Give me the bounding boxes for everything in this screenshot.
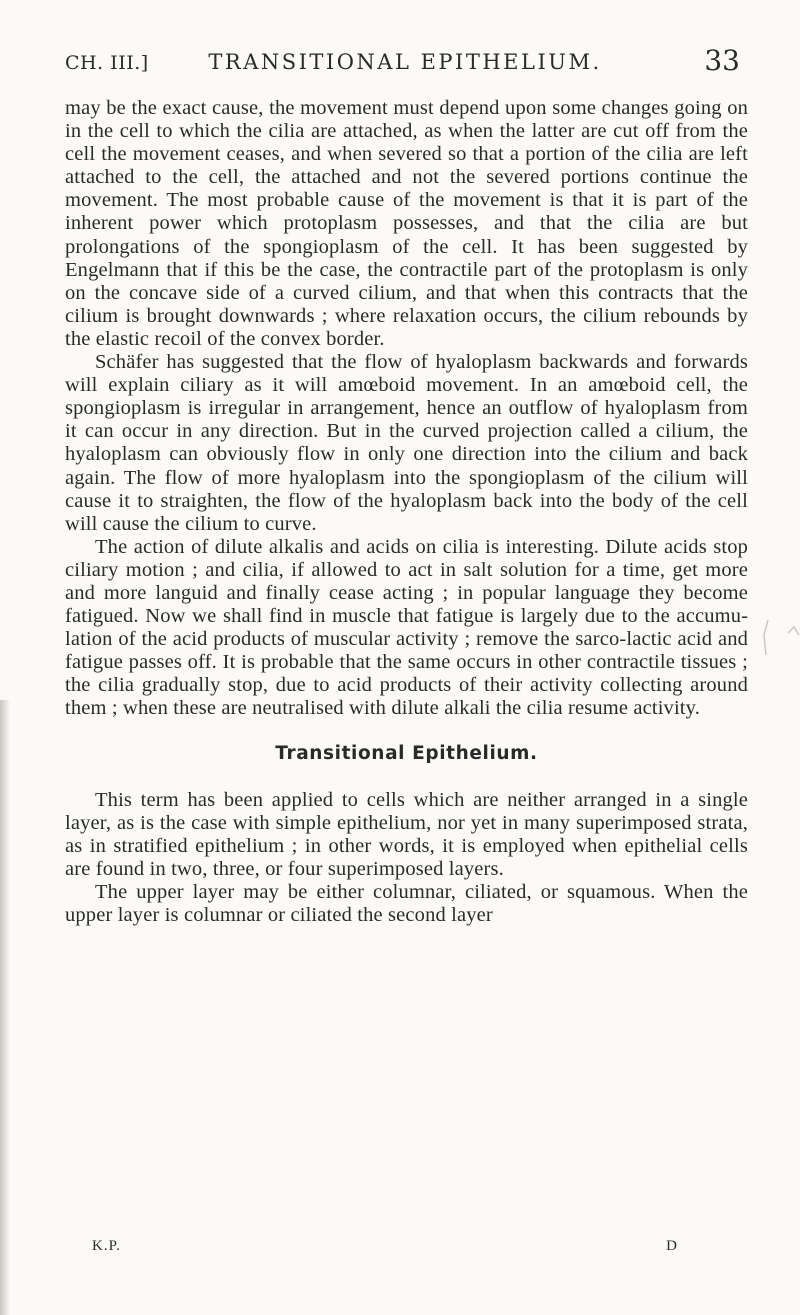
signature-mark: D	[666, 1238, 678, 1254]
paragraph-schafer-hyaloplasm: Schäfer has suggested that the flow of hyaloplasm backwards and forwards will explain ciliary as it will amœboid movement. In an amœboid cell, the spongioplasm is irregular in arrangement, hence an outflow of hyaloplasm from it can occur in any direction. But in the curved projection called a cilium, the hyaloplasm can obviously flow in only one direction into the cilium and back again. The flow of more hyaloplasm into the spongioplasm of the cilium will cause it to straighten, the flow of the hyaloplasm back into the body of the cell will cause the cilium to curve.	[65, 351, 748, 535]
signature-line	[92, 1238, 678, 1258]
signature-initials: K.P.	[92, 1238, 122, 1254]
paragraph-transitional-definition: This term has been applied to cells which are neither arranged in a single layer, as is the case with simple epithelium, nor yet in many superimposed strata, as in stratified epithelium ; in other words, it is employed when epithelial cells are found in two, three, or four superimposed layers.	[65, 788, 748, 880]
body-text	[65, 97, 748, 927]
paragraph-upper-layer: The upper layer may be either columnar, ciliated, or squamous. When the upper layer is columnar or ciliated the second layer	[65, 881, 748, 927]
running-title: TRANSITIONAL EPITHELIUM.	[208, 50, 602, 74]
paragraph-cilia-movement: may be the exact cause, the movement must depend upon some changes going on in the cell to which the cilia are attached, as when the latter are cut off from the cell the movement ceases, and when severed so that a portion of the cilia are left attached to the cell, the attached and not the severed portions continue the movement. The most probable cause of the movement is that it is part of the inherent power which protoplasm possesses, and that the cilia are but prolongations of the spongioplasm of the cell. It has been suggested by Engelmann that if this be the case, the contractile part of the protoplasm is only on the concave side of a curved cilium, and that when this contracts that the cilium is brought downwards ; where relaxation occurs, the cilium rebounds by the elastic recoil of the convex border.	[65, 97, 748, 350]
page-edge-shadow	[0, 700, 10, 1315]
section-heading: Transitional Epithelium.	[275, 742, 538, 764]
running-head	[65, 44, 740, 84]
paragraph-alkalis-acids: The action of dilute alkalis and acids on cilia is interesting. Dilute acids stop ciliary motion ; and cilia, if allowed to act in salt solution for a time, get more and more languid and finally cease acting ; in popular language they become fatigued. Now we shall find in muscle that fatigue is largely due to the accumulation of the acid products of muscular activity ; remove the sarco-lactic acid and fatigue passes off. It is probable that the same occurs in other contractile tissues ; the cilia gradually stop, due to acid products of their activity collecting around them ; when these are neutralised with dilute alkali the cilia resume activity.	[65, 535, 748, 720]
show-through-marks	[760, 615, 800, 670]
page-number: 33	[704, 44, 740, 77]
chapter-reference: CH. III.]	[65, 52, 149, 74]
